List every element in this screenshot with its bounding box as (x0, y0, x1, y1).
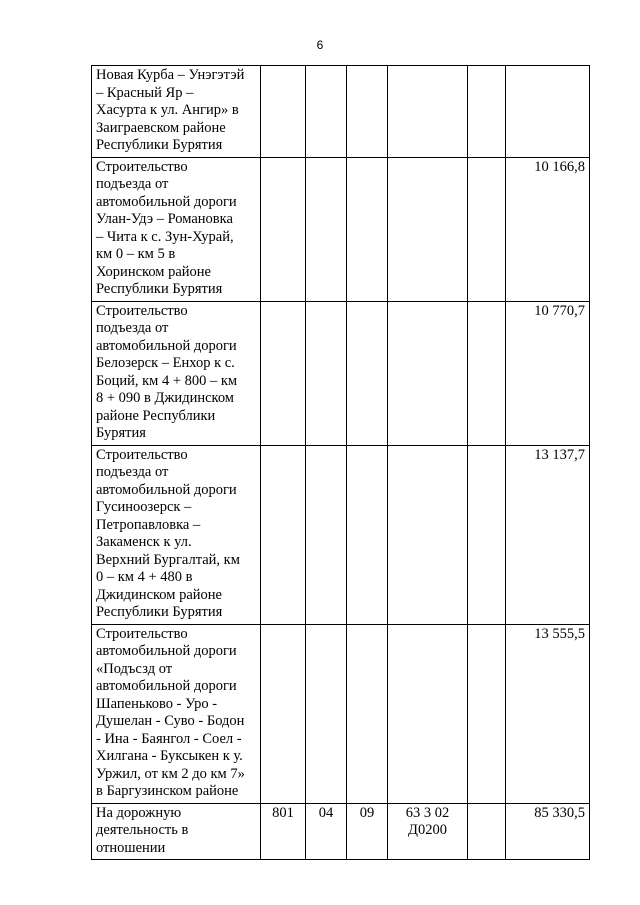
row-name-line: автомобильной дороги (96, 678, 237, 694)
section-code-cell (306, 157, 347, 301)
row-name-line: - Ина - Баянгол - Соел - (96, 730, 242, 747)
subsection-code-cell (347, 624, 388, 803)
row-name-line: районе Республики (96, 407, 216, 424)
section-code-cell (306, 301, 347, 445)
section-code-cell (306, 66, 347, 158)
row-name-line: На дорожную (96, 804, 182, 821)
budget-table (91, 65, 590, 860)
expense-type-cell (468, 301, 506, 445)
page-number: 6 (316, 38, 324, 52)
row-name-line: Шапеньково - Уро - (96, 695, 218, 712)
row-name-line: Бурятия (96, 425, 146, 441)
row-name-line: Верхний Бургалтай, км (96, 551, 240, 568)
table-row (92, 301, 590, 445)
row-name-line: Республики Бурятия (96, 604, 223, 620)
row-name-line: автомобильной дороги (96, 337, 237, 354)
amount-cell (506, 66, 590, 158)
row-name-line: деятельность в (96, 822, 189, 838)
row-name-line: автомобильной дороги (96, 643, 237, 659)
row-name-line: Хоринском районе (96, 263, 211, 280)
expense-type-cell (468, 624, 506, 803)
row-name-line: Новая Курба – Унэгэтэй (96, 67, 245, 83)
row-name-line: автомобильной дороги (96, 193, 237, 210)
target-article-cell (388, 66, 468, 158)
expense-type-cell (468, 445, 506, 624)
section-code-cell: 04 (306, 803, 347, 860)
amount-cell: 13 555,5 (506, 624, 590, 803)
amount-cell: 10 166,8 (506, 157, 590, 301)
row-name-line: Закаменск к ул. (96, 534, 192, 550)
target-article-cell: 63 3 02 Д0200 (388, 803, 468, 860)
amount-cell: 13 137,7 (506, 445, 590, 624)
row-name-line: подъезда от (96, 320, 169, 336)
row-name-line: км 0 – км 5 в (96, 246, 176, 262)
row-name-line: – Красный Яр – (96, 84, 194, 101)
table-row (92, 66, 590, 158)
row-name-line: Уржил, от км 2 до км 7» (96, 765, 245, 782)
subsection-code-cell (347, 301, 388, 445)
row-name-line: подъезда от (96, 176, 169, 192)
row-name-line: Гусиноозерск – (96, 499, 192, 515)
section-code-cell (306, 624, 347, 803)
admin-code-cell: 801 (261, 803, 306, 860)
admin-code-cell (261, 157, 306, 301)
admin-code-cell (261, 624, 306, 803)
row-name-line: отношении (96, 839, 166, 856)
row-name-line: подъезда от (96, 464, 169, 480)
section-code-cell (306, 445, 347, 624)
amount-cell: 85 330,5 (506, 803, 590, 860)
row-name-line: 0 – км 4 + 480 в (96, 569, 193, 585)
row-name-line: Хасурта к ул. Ангир» в (96, 102, 239, 118)
target-article-cell (388, 624, 468, 803)
row-name-line: Заиграевском районе (96, 119, 226, 136)
row-name-line: Строительство (96, 625, 188, 642)
subsection-code-cell (347, 66, 388, 158)
row-name-line: автомобильной дороги (96, 481, 237, 498)
expense-type-cell (468, 157, 506, 301)
expense-type-cell (468, 66, 506, 158)
row-name-cell (92, 66, 261, 158)
admin-code-cell (261, 66, 306, 158)
row-name-line: Джидинском районе (96, 586, 222, 603)
row-name-line: 8 + 090 в Джидинском (96, 390, 234, 406)
row-name-line: «Подъсзд от (96, 660, 173, 677)
row-name-line: Петропавловка – (96, 516, 201, 533)
row-name-line: Строительство (96, 158, 188, 175)
row-name-line: Строительство (96, 302, 188, 319)
row-name-line: Республики Бурятия (96, 137, 223, 153)
row-name-cell (92, 445, 261, 624)
row-name-line: – Чита к с. Зун-Хурай, (96, 228, 234, 245)
table-row (92, 803, 590, 860)
target-article-cell (388, 445, 468, 624)
target-article-cell (388, 301, 468, 445)
row-name-line: в Баргузинском районе (96, 783, 239, 799)
amount-cell: 10 770,7 (506, 301, 590, 445)
admin-code-cell (261, 301, 306, 445)
row-name-cell (92, 301, 261, 445)
row-name-line: Республики Бурятия (96, 281, 223, 297)
row-name-line: Душелан - Суво - Бодон (96, 713, 245, 729)
table-row (92, 624, 590, 803)
row-name-cell (92, 624, 261, 803)
row-name-cell (92, 157, 261, 301)
row-name-line: Хилгана - Буксыкен к у. (96, 748, 243, 764)
subsection-code-cell: 09 (347, 803, 388, 860)
target-article-cell (388, 157, 468, 301)
expense-type-cell (468, 803, 506, 860)
subsection-code-cell (347, 157, 388, 301)
table-row (92, 445, 590, 624)
table-row (92, 157, 590, 301)
table-body (92, 66, 590, 860)
subsection-code-cell (347, 445, 388, 624)
row-name-line: Боций, км 4 + 800 – км (96, 372, 238, 389)
row-name-line: Белозерск – Енхор к с. (96, 355, 235, 371)
row-name-line: Улан-Удэ – Романовка (96, 211, 233, 227)
row-name-cell (92, 803, 261, 860)
admin-code-cell (261, 445, 306, 624)
row-name-line: Строительство (96, 446, 188, 463)
